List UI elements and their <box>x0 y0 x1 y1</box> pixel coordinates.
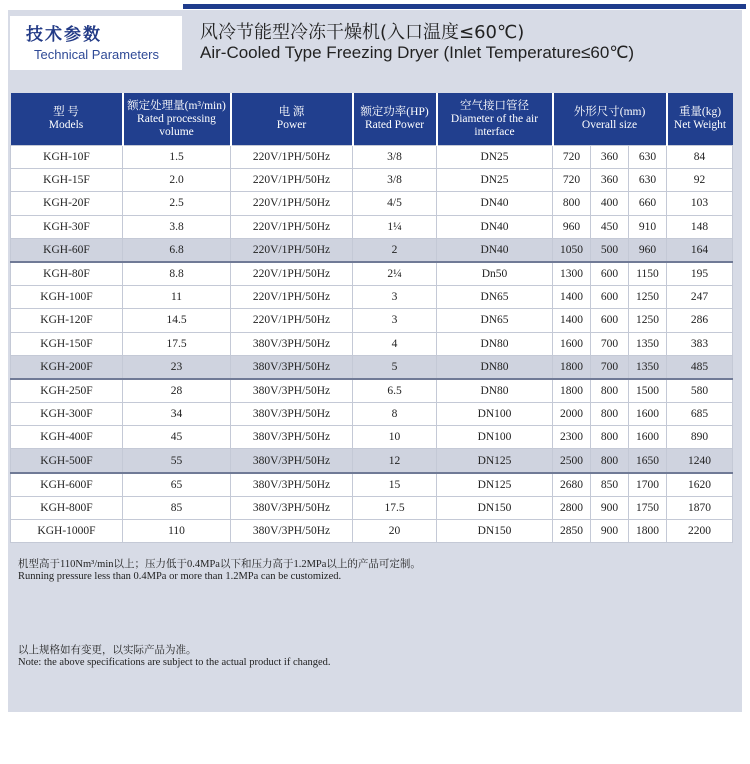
cell-net-weight: 92 <box>667 169 733 192</box>
cell-length: 1800 <box>553 379 591 403</box>
cell-width: 850 <box>591 473 629 497</box>
cell-interface-diameter: DN25 <box>437 169 553 192</box>
cell-net-weight: 164 <box>667 238 733 262</box>
spec-table <box>10 93 733 543</box>
cell-length: 720 <box>553 169 591 192</box>
cell-net-weight: 383 <box>667 332 733 355</box>
cell-height: 1250 <box>629 309 667 332</box>
cell-interface-diameter: DN80 <box>437 379 553 403</box>
header-overall-size: 外形尺寸(mm) Overall size <box>553 93 667 146</box>
table-row <box>11 309 733 332</box>
cell-model: KGH-20F <box>11 192 123 215</box>
cell-height: 1700 <box>629 473 667 497</box>
table-row <box>11 238 733 262</box>
table-header-row <box>11 93 733 146</box>
cell-rated-volume: 110 <box>123 520 231 543</box>
table-row <box>11 146 733 169</box>
cell-width: 700 <box>591 355 629 379</box>
cell-model: KGH-60F <box>11 238 123 262</box>
table-row <box>11 449 733 473</box>
cell-width: 800 <box>591 403 629 426</box>
cell-rated-power: 20 <box>353 520 437 543</box>
cell-rated-power: 2 <box>353 238 437 262</box>
cell-rated-volume: 45 <box>123 426 231 449</box>
cell-power: 220V/1PH/50Hz <box>231 192 353 215</box>
cell-width: 450 <box>591 215 629 238</box>
cell-power: 380V/3PH/50Hz <box>231 426 353 449</box>
cell-interface-diameter: DN150 <box>437 496 553 519</box>
cell-rated-volume: 28 <box>123 379 231 403</box>
cell-width: 400 <box>591 192 629 215</box>
cell-net-weight: 580 <box>667 379 733 403</box>
cell-model: KGH-80F <box>11 262 123 286</box>
cell-rated-volume: 8.8 <box>123 262 231 286</box>
cell-height: 660 <box>629 192 667 215</box>
cell-power: 380V/3PH/50Hz <box>231 496 353 519</box>
cell-rated-power: 15 <box>353 473 437 497</box>
table-row <box>11 286 733 309</box>
cell-width: 800 <box>591 379 629 403</box>
cell-rated-volume: 1.5 <box>123 146 231 169</box>
cell-rated-power: 1¼ <box>353 215 437 238</box>
cell-height: 960 <box>629 238 667 262</box>
cell-model: KGH-15F <box>11 169 123 192</box>
cell-rated-volume: 34 <box>123 403 231 426</box>
cell-power: 220V/1PH/50Hz <box>231 215 353 238</box>
cell-width: 600 <box>591 262 629 286</box>
cell-height: 1600 <box>629 426 667 449</box>
cell-model: KGH-300F <box>11 403 123 426</box>
cell-rated-volume: 23 <box>123 355 231 379</box>
cell-height: 1150 <box>629 262 667 286</box>
cell-height: 1250 <box>629 286 667 309</box>
cell-length: 2000 <box>553 403 591 426</box>
cell-rated-power: 3/8 <box>353 169 437 192</box>
header-rated-volume: 额定处理量(m³/min) Rated processing volume <box>123 93 231 146</box>
cell-rated-power: 4/5 <box>353 192 437 215</box>
header-rule <box>183 4 746 9</box>
cell-power: 220V/1PH/50Hz <box>231 309 353 332</box>
cell-rated-volume: 2.0 <box>123 169 231 192</box>
cell-interface-diameter: Dn50 <box>437 262 553 286</box>
cell-model: KGH-100F <box>11 286 123 309</box>
cell-interface-diameter: DN40 <box>437 238 553 262</box>
cell-power: 380V/3PH/50Hz <box>231 332 353 355</box>
cell-length: 1800 <box>553 355 591 379</box>
cell-interface-diameter: DN125 <box>437 449 553 473</box>
cell-length: 800 <box>553 192 591 215</box>
cell-interface-diameter: DN65 <box>437 286 553 309</box>
cell-net-weight: 1240 <box>667 449 733 473</box>
cell-rated-volume: 17.5 <box>123 332 231 355</box>
cell-width: 900 <box>591 520 629 543</box>
cell-rated-power: 2¼ <box>353 262 437 286</box>
cell-net-weight: 1620 <box>667 473 733 497</box>
product-title-cn: 风冷节能型冷冻干燥机(入口温度≤60℃) <box>200 22 525 43</box>
cell-net-weight: 286 <box>667 309 733 332</box>
cell-height: 910 <box>629 215 667 238</box>
cell-power: 380V/3PH/50Hz <box>231 403 353 426</box>
cell-interface-diameter: DN150 <box>437 520 553 543</box>
cell-interface-diameter: DN100 <box>437 426 553 449</box>
header-power: 电 源 Power <box>231 93 353 146</box>
cell-rated-volume: 85 <box>123 496 231 519</box>
cell-rated-power: 4 <box>353 332 437 355</box>
cell-height: 1750 <box>629 496 667 519</box>
cell-height: 1800 <box>629 520 667 543</box>
cell-rated-power: 8 <box>353 403 437 426</box>
cell-height: 630 <box>629 146 667 169</box>
table-row <box>11 379 733 403</box>
cell-interface-diameter: DN25 <box>437 146 553 169</box>
table-row <box>11 215 733 238</box>
cell-height: 1600 <box>629 403 667 426</box>
product-title-en: Air-Cooled Type Freezing Dryer (Inlet Temperature≤60℃) <box>200 43 635 62</box>
cell-rated-volume: 65 <box>123 473 231 497</box>
cell-rated-power: 3/8 <box>353 146 437 169</box>
cell-interface-diameter: DN125 <box>437 473 553 497</box>
cell-width: 360 <box>591 146 629 169</box>
cell-length: 1400 <box>553 286 591 309</box>
cell-power: 380V/3PH/50Hz <box>231 520 353 543</box>
cell-length: 720 <box>553 146 591 169</box>
cell-length: 1300 <box>553 262 591 286</box>
cell-model: KGH-30F <box>11 215 123 238</box>
cell-length: 1050 <box>553 238 591 262</box>
cell-width: 500 <box>591 238 629 262</box>
cell-power: 380V/3PH/50Hz <box>231 379 353 403</box>
header-models: 型 号 Models <box>11 93 123 146</box>
section-title-en: Technical Parameters <box>34 47 159 62</box>
cell-rated-volume: 3.8 <box>123 215 231 238</box>
cell-height: 1350 <box>629 355 667 379</box>
cell-rated-power: 3 <box>353 286 437 309</box>
table-row <box>11 192 733 215</box>
cell-width: 900 <box>591 496 629 519</box>
header-rated-power: 额定功率(HP) Rated Power <box>353 93 437 146</box>
table-row <box>11 496 733 519</box>
cell-height: 1650 <box>629 449 667 473</box>
table-body <box>11 146 733 543</box>
cell-net-weight: 1870 <box>667 496 733 519</box>
cell-power: 220V/1PH/50Hz <box>231 262 353 286</box>
note-custom-en: Running pressure less than 0.4MPa or more than 1.2MPa can be customized. <box>18 571 342 582</box>
cell-net-weight: 103 <box>667 192 733 215</box>
cell-model: KGH-150F <box>11 332 123 355</box>
table-row <box>11 520 733 543</box>
cell-net-weight: 247 <box>667 286 733 309</box>
cell-rated-volume: 55 <box>123 449 231 473</box>
cell-width: 700 <box>591 332 629 355</box>
cell-interface-diameter: DN100 <box>437 403 553 426</box>
cell-interface-diameter: DN80 <box>437 332 553 355</box>
cell-length: 1400 <box>553 309 591 332</box>
cell-model: KGH-500F <box>11 449 123 473</box>
cell-model: KGH-250F <box>11 379 123 403</box>
cell-power: 220V/1PH/50Hz <box>231 238 353 262</box>
cell-height: 1500 <box>629 379 667 403</box>
cell-length: 1600 <box>553 332 591 355</box>
cell-width: 600 <box>591 286 629 309</box>
table-row <box>11 332 733 355</box>
cell-power: 220V/1PH/50Hz <box>231 146 353 169</box>
cell-model: KGH-400F <box>11 426 123 449</box>
cell-interface-diameter: DN65 <box>437 309 553 332</box>
table-row <box>11 403 733 426</box>
cell-length: 2800 <box>553 496 591 519</box>
note-change-cn: 以上规格如有变更，以实际产品为准。 <box>18 645 197 656</box>
cell-power: 380V/3PH/50Hz <box>231 355 353 379</box>
table-row <box>11 262 733 286</box>
cell-model: KGH-200F <box>11 355 123 379</box>
cell-model: KGH-1000F <box>11 520 123 543</box>
header-interface-diameter: 空气接口管径 Diameter of the air interface <box>437 93 553 146</box>
cell-rated-power: 5 <box>353 355 437 379</box>
cell-rated-power: 17.5 <box>353 496 437 519</box>
cell-interface-diameter: DN40 <box>437 215 553 238</box>
cell-rated-power: 6.5 <box>353 379 437 403</box>
header-net-weight: 重量(kg) Net Weight <box>667 93 733 146</box>
cell-power: 380V/3PH/50Hz <box>231 473 353 497</box>
note-change-en: Note: the above specifications are subject to the actual product if changed. <box>18 657 331 668</box>
cell-model: KGH-600F <box>11 473 123 497</box>
cell-net-weight: 685 <box>667 403 733 426</box>
cell-width: 600 <box>591 309 629 332</box>
cell-rated-volume: 11 <box>123 286 231 309</box>
cell-net-weight: 195 <box>667 262 733 286</box>
cell-net-weight: 890 <box>667 426 733 449</box>
cell-length: 2680 <box>553 473 591 497</box>
cell-net-weight: 84 <box>667 146 733 169</box>
cell-net-weight: 2200 <box>667 520 733 543</box>
cell-length: 2300 <box>553 426 591 449</box>
cell-width: 360 <box>591 169 629 192</box>
cell-width: 800 <box>591 426 629 449</box>
cell-width: 800 <box>591 449 629 473</box>
cell-power: 220V/1PH/50Hz <box>231 169 353 192</box>
cell-power: 220V/1PH/50Hz <box>231 286 353 309</box>
table-row <box>11 355 733 379</box>
cell-height: 630 <box>629 169 667 192</box>
section-title-cn: 技术参数 <box>26 25 102 45</box>
cell-net-weight: 148 <box>667 215 733 238</box>
table-row <box>11 473 733 497</box>
cell-model: KGH-800F <box>11 496 123 519</box>
cell-rated-volume: 6.8 <box>123 238 231 262</box>
cell-length: 2500 <box>553 449 591 473</box>
cell-rated-power: 3 <box>353 309 437 332</box>
cell-height: 1350 <box>629 332 667 355</box>
table-row <box>11 169 733 192</box>
cell-power: 380V/3PH/50Hz <box>231 449 353 473</box>
cell-interface-diameter: DN40 <box>437 192 553 215</box>
cell-length: 960 <box>553 215 591 238</box>
cell-rated-volume: 14.5 <box>123 309 231 332</box>
cell-model: KGH-120F <box>11 309 123 332</box>
cell-length: 2850 <box>553 520 591 543</box>
cell-rated-volume: 2.5 <box>123 192 231 215</box>
note-custom-cn: 机型高于110Nm³/min以上；压力低于0.4MPa以下和压力高于1.2MPa以上的产品可定制。 <box>18 559 421 570</box>
cell-interface-diameter: DN80 <box>437 355 553 379</box>
table-row <box>11 426 733 449</box>
cell-rated-power: 12 <box>353 449 437 473</box>
cell-net-weight: 485 <box>667 355 733 379</box>
cell-model: KGH-10F <box>11 146 123 169</box>
cell-rated-power: 10 <box>353 426 437 449</box>
